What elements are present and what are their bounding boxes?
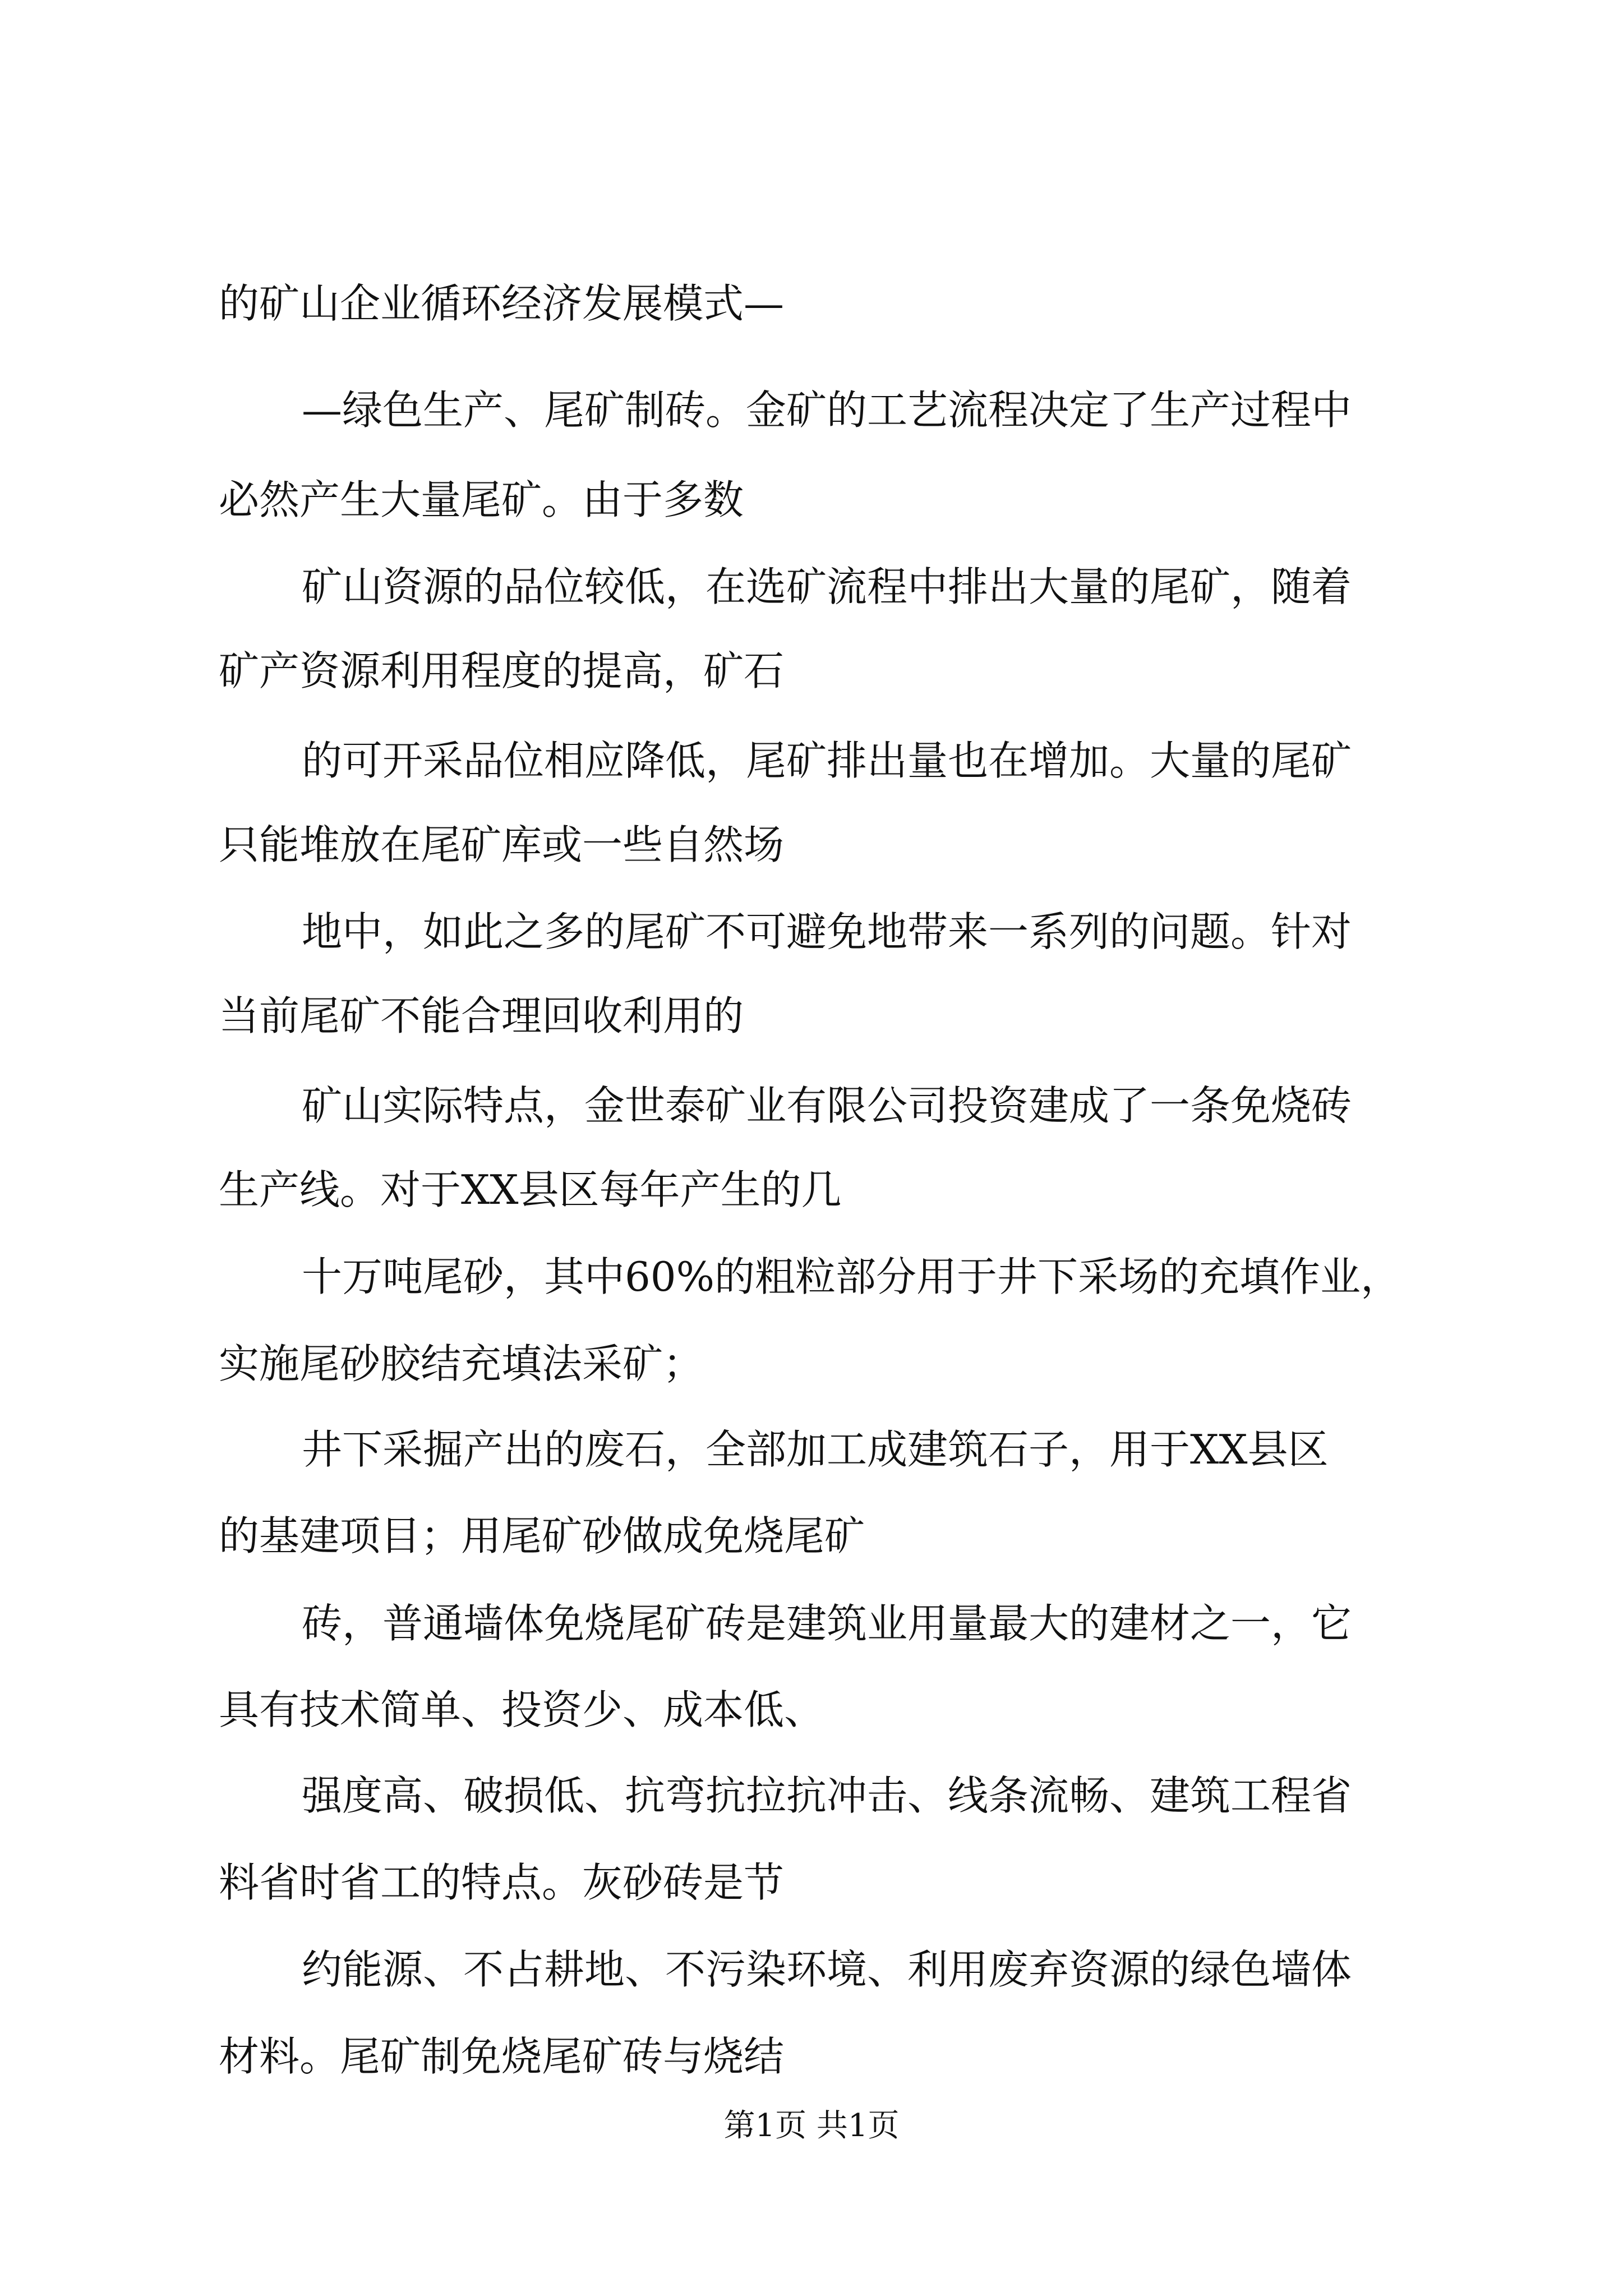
line-text: 只能堆放在尾矿库或一些自然场 — [219, 821, 785, 868]
text-line — [0, 737, 1623, 784]
text-line — [0, 563, 1623, 610]
text-line — [0, 647, 1623, 694]
line-text: —绿色生产、尾矿制砖。金矿的工艺流程决定了生产过程中 — [302, 386, 1352, 434]
text-line — [0, 992, 1623, 1039]
line-text: 矿山实际特点，金世泰矿业有限公司投资建成了一条免烧砖 — [302, 1082, 1352, 1129]
line-text: 矿产资源利用程度的提高，矿石 — [219, 647, 785, 694]
page-number: 第1页 共1页 — [723, 2108, 900, 2144]
line-text: 强度高、破损低、抗弯抗拉抗冲击、线条流畅、建筑工程省 — [302, 1772, 1352, 1819]
line-text: 材料。尾矿制免烧尾矿砖与烧结 — [219, 2033, 785, 2080]
text-line — [0, 476, 1623, 523]
line-text: 必然产生大量尾矿。由于多数 — [219, 476, 744, 523]
text-line — [0, 1512, 1623, 1559]
line-text: 具有技术简单、投资少、成本低、 — [219, 1686, 825, 1733]
line-text: 矿山资源的品位较低，在选矿流程中排出大量的尾矿，随着 — [302, 563, 1352, 610]
text-line — [0, 821, 1623, 868]
page-footer — [0, 2110, 1623, 2142]
line-text: 的基建项目；用尾矿砂做成免烧尾矿 — [219, 1512, 865, 1559]
line-text: 约能源、不占耕地、不污染环境、利用废弃资源的绿色墙体 — [302, 1946, 1352, 1993]
line-text: 砖，普通墙体免烧尾矿砖是建筑业用量最大的建材之一，它 — [302, 1600, 1352, 1647]
text-line — [0, 1166, 1623, 1213]
line-text: 生产线。对于XX县区每年产生的几 — [219, 1166, 842, 1213]
text-line — [0, 386, 1623, 434]
text-line — [0, 908, 1623, 955]
line-text: 的矿山企业循环经济发展模式— — [219, 280, 785, 327]
text-line — [0, 1686, 1623, 1733]
text-line — [0, 1426, 1623, 1473]
line-text: 实施尾砂胶结充填法采矿； — [219, 1340, 704, 1387]
text-line — [0, 1340, 1623, 1387]
text-line — [0, 280, 1623, 327]
text-line — [0, 1600, 1623, 1647]
line-text: 十万吨尾砂，其中60%的粗粒部分用于井下采场的充填作业， — [302, 1253, 1401, 1300]
line-text: 地中，如此之多的尾矿不可避免地带来一系列的问题。针对 — [302, 908, 1352, 955]
text-line — [0, 1859, 1623, 1906]
line-text: 井下采掘产出的废石，全部加工成建筑石子，用于XX县区 — [302, 1426, 1329, 1473]
line-text: 当前尾矿不能合理回收利用的 — [219, 992, 744, 1039]
text-line — [0, 1253, 1623, 1300]
text-line — [0, 2033, 1623, 2080]
text-line — [0, 1946, 1623, 1993]
line-text: 的可开采品位相应降低，尾矿排出量也在增加。大量的尾矿 — [302, 737, 1352, 784]
text-line — [0, 1082, 1623, 1129]
line-text: 料省时省工的特点。灰砂砖是节 — [219, 1859, 785, 1906]
text-line — [0, 1772, 1623, 1819]
